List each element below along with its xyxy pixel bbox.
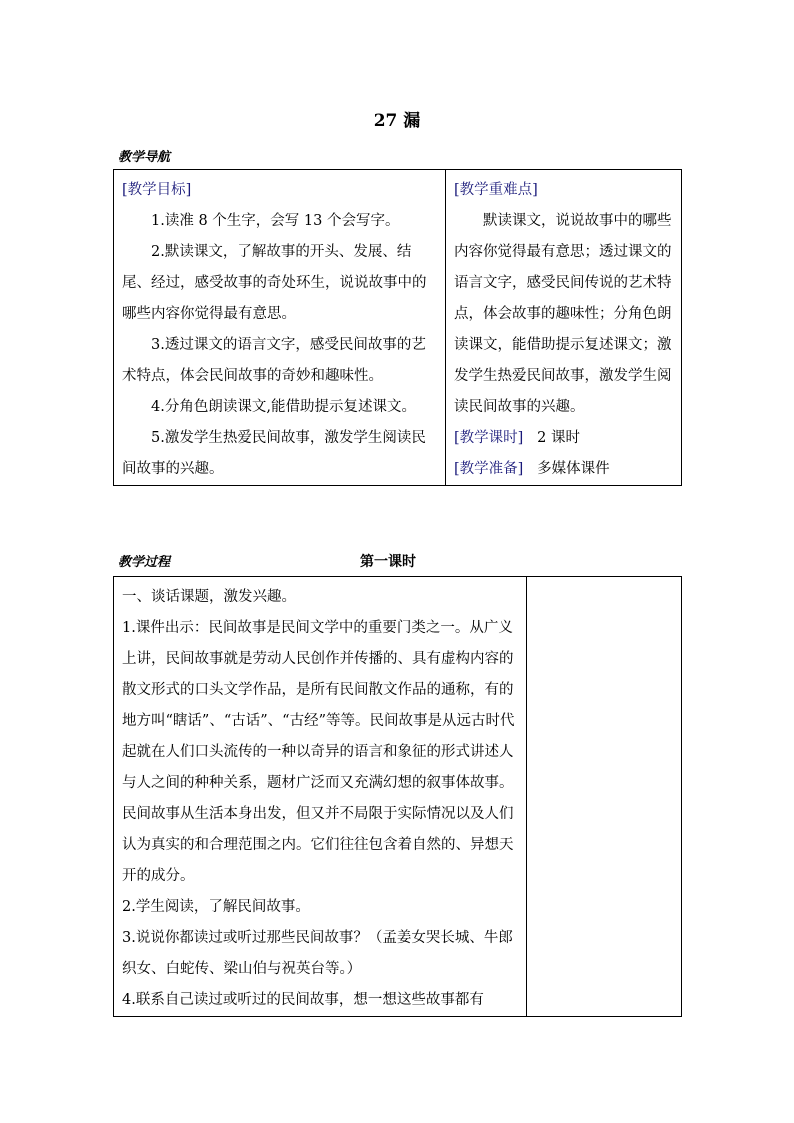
period-label: 第一课时 — [360, 554, 416, 570]
process-notes-cell — [527, 577, 682, 1017]
class-hours-value: 2 课时 — [537, 430, 580, 446]
key-points-text: 默读课文，说说故事中的哪些内容你觉得最有意思；透过课文的语言文字，感受民间传说的艺术特点，体会故事的趣味性；分角色朗读课文，能借助提示复述课文；激发学生热爱民间故事，激发学生阅读民间故事的兴趣。 — [454, 213, 672, 415]
preparation-label: [教学准备] — [454, 461, 524, 477]
objective-item: 2.默读课文，了解故事的开头、发展、结尾、经过，感受故事的奇处环生，说说故事中的哪些内容你觉得最有意思。 — [122, 244, 427, 322]
process-line: 3.说说你都读过或听过那些民间故事？（孟姜女哭长城、牛郎织女、白蛇传、梁山伯与祝英台等。） — [122, 930, 513, 977]
process-line: 2.学生阅读，了解民间故事。 — [122, 899, 310, 915]
teaching-guide-table — [113, 169, 682, 486]
process-content-cell — [114, 577, 527, 1017]
objective-item: 3.透过课文的语言文字，感受民间故事的艺术特点，体会民间故事的奇妙和趣味性。 — [122, 337, 426, 384]
key-points-cell — [446, 170, 682, 486]
process-line: 1.课件出示：民间故事是民间文学中的重要门类之一。从广义上讲，民间故事就是劳动人民创作并传播的、具有虚构内容的散文形式的口头文学作品，是所有民间散文作品的通称，有的地方叫“瞎话”、“古话”、“古经”等等。民间故事是从远古时代起就在人们口头流传的一种以奇异的语言和象征的形式讲述人与人之间的种种关系，题材广泛而又充满幻想的叙事体故事。民间故事从生活本身出发，但又并不局限于实际情况以及人们认为真实的和合理范围之内。它们往往包含着自然的、异想天开的成分。 — [122, 620, 515, 884]
teaching-process-table — [113, 576, 682, 1017]
objective-item: 5.激发学生热爱民间故事，激发学生阅读民间故事的兴趣。 — [122, 430, 426, 477]
objectives-header: [教学目标] — [122, 182, 192, 198]
key-points-header: [教学重难点] — [454, 182, 538, 198]
objective-item: 4.分角色朗读课文,能借助提示复述课文。 — [151, 399, 416, 415]
objectives-cell — [114, 170, 446, 486]
class-hours-row — [454, 423, 675, 454]
preparation-row — [454, 454, 675, 485]
preparation-value: 多媒体课件 — [537, 461, 610, 477]
teaching-guide-label: 教学导航 — [118, 150, 171, 165]
lesson-title: 27 漏 — [373, 111, 421, 131]
process-line: 一、谈话课题，激发兴趣。 — [122, 589, 296, 605]
process-line: 4.联系自己读过或听过的民间故事，想一想这些故事都有 — [122, 992, 484, 1008]
class-hours-label: [教学课时] — [454, 430, 524, 446]
objective-item: 1.读准 8 个生字，会写 13 个会写字。 — [151, 213, 400, 229]
teaching-process-label: 教学过程 — [118, 555, 171, 570]
